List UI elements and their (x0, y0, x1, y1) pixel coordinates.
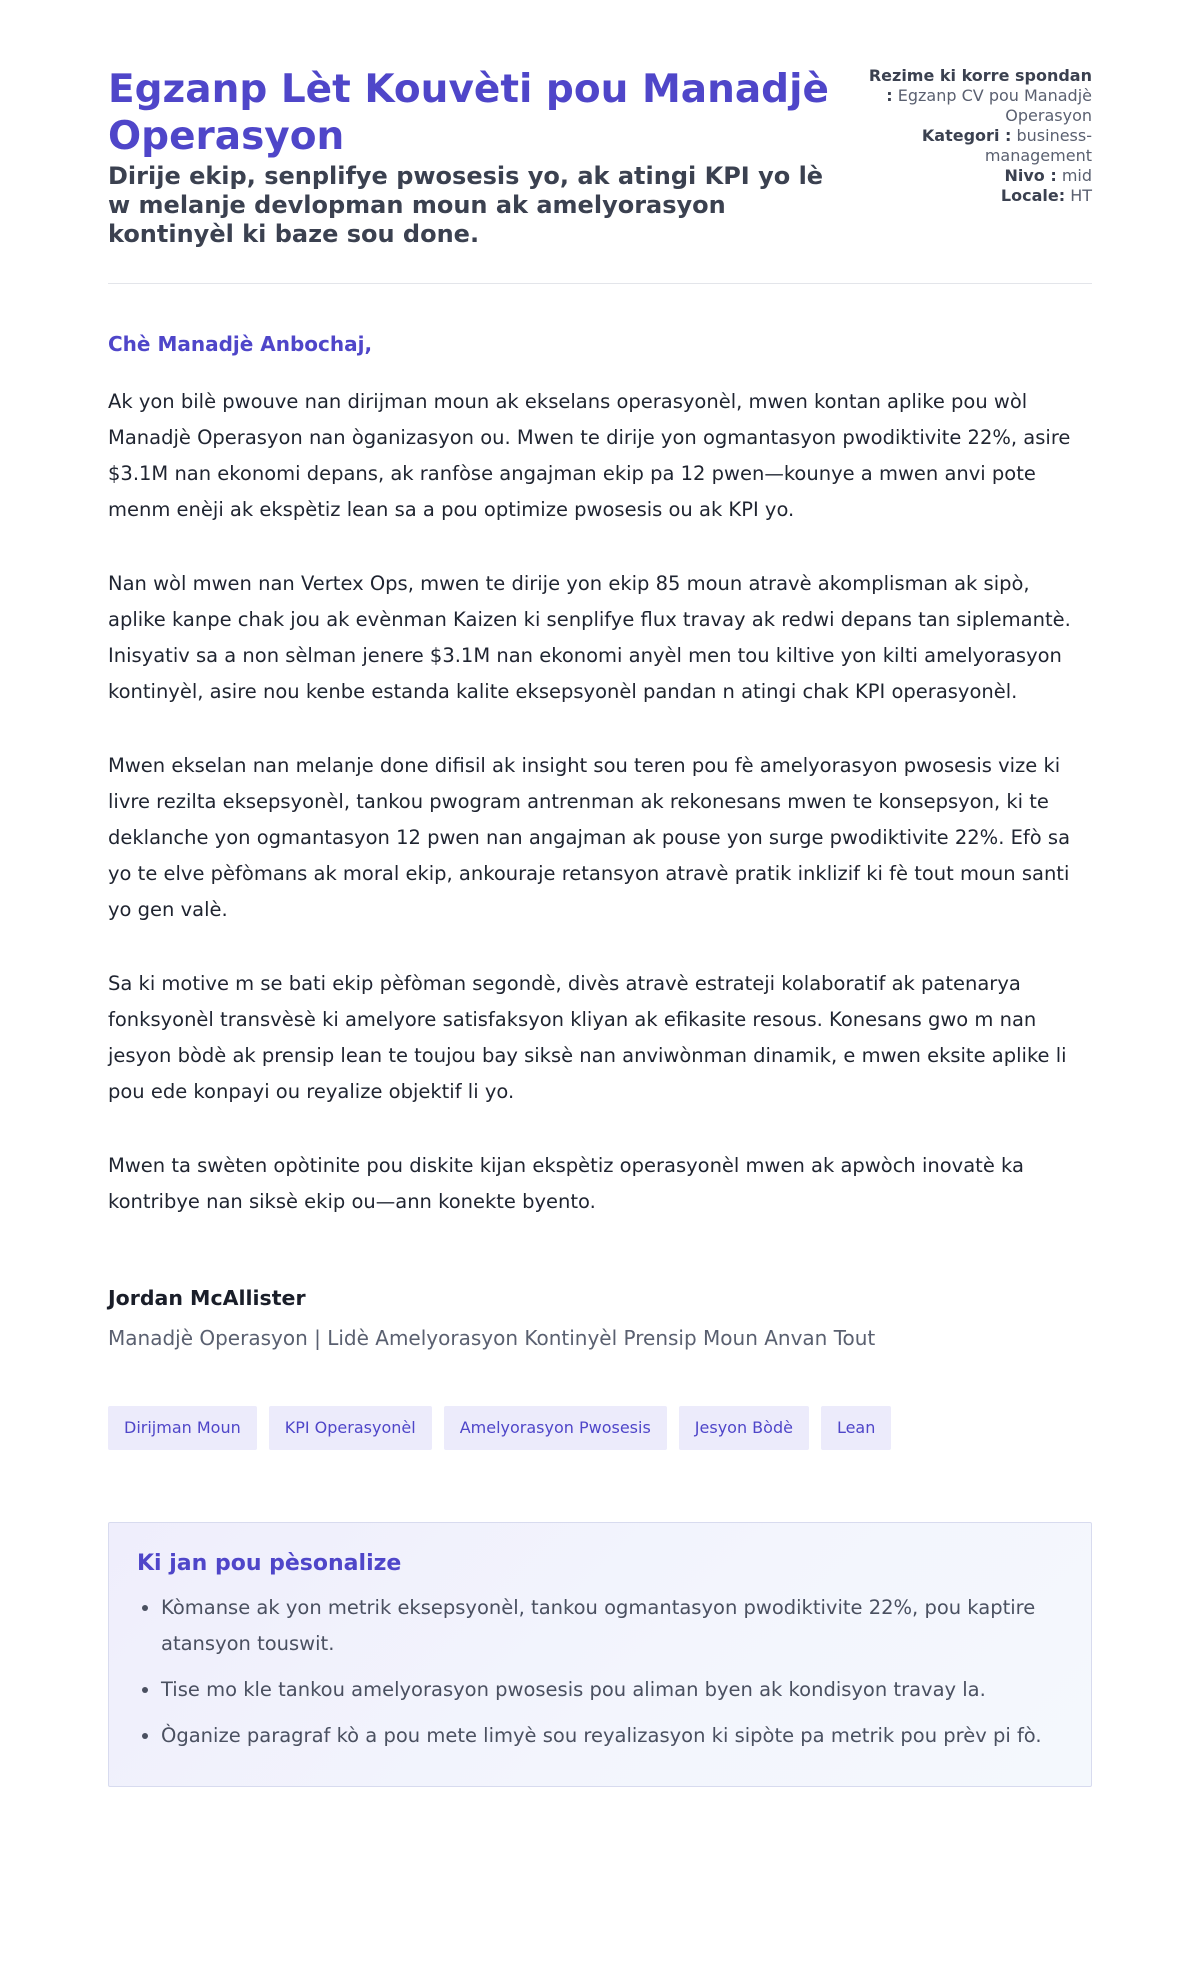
meta-locale-value: HT (1070, 186, 1092, 205)
letter-paragraph: Nan wòl mwen nan Vertex Ops, mwen te dirije yon ekip 85 moun atravè akomplisman ak sipò, aplike kanpe chak jou ak evènman Kaizen ki senplifye flux travay ak redwi depans tan siplemantè. Inisyativ sa a non sèlman jenere $3.1M nan ekonomi anyèl men tou kiltive yon kilti amelyorasyon kontinyèl, asire nou kenbe estanda kalite eksepsyonèl pandan n atingi chak KPI operasyonèl. (108, 572, 1071, 703)
tip-item: • Òganize paragraf kò a pou mete limyè sou reyalizasyon ki sipòte pa metrik pou prèv pi fò. (161, 1718, 1063, 1754)
meta-category-label: Kategori : (921, 126, 1012, 145)
meta-level-label: Nivo : (1004, 166, 1057, 185)
meta-summary-label: Rezime ki korre spondan : (868, 66, 1092, 105)
meta-summary-value: Egzanp CV pou Manadjè Operasyon (897, 86, 1092, 125)
tips-list (137, 1590, 1063, 1754)
keyword-tags (108, 1406, 1092, 1450)
meta-locale-label: Locale: (1000, 186, 1066, 205)
signature-name: Jordan McAllister (108, 1286, 306, 1310)
keyword-tag: Dirijman Moun (108, 1406, 257, 1450)
keyword-tag: KPI Operasyonèl (269, 1406, 432, 1450)
tips-title: Ki jan pou pèsonalize (137, 1551, 402, 1576)
metadata-panel (862, 66, 1092, 206)
letter-paragraph: Mwen ta swèten opòtinite pou diskite kijan ekspètiz operasyonèl mwen ak apwòch inovatè ka kontribye nan siksè ekip ou—ann konekte byento. (108, 1154, 1024, 1213)
meta-category-value: business-management (984, 126, 1092, 165)
keyword-tag: Amelyorasyon Pwosesis (444, 1406, 667, 1450)
page-header (108, 66, 1092, 284)
tip-item: • Kòmanse ak yon metrik eksepsyonèl, tankou ogmantasyon pwodiktivite 22%, pou kaptire atansyon touswit. (161, 1590, 1063, 1662)
keyword-tag: Jesyon Bòdè (679, 1406, 809, 1450)
tip-item: • Tise mo kle tankou amelyorasyon pwosesis pou aliman byen ak kondisyon travay la. (161, 1672, 1063, 1708)
keyword-tag: Lean (821, 1406, 891, 1450)
page-title: Egzanp Lèt Kouvèti pou Manadjè Operasyon (108, 67, 829, 159)
letter-paragraph: Mwen ekselan nan melanje done difisil ak insight sou teren pou fè amelyorasyon pwosesis vize ki livre rezilta eksepsyonèl, tankou pwogram antrenman ak rekonesans mwen te konsepsyon, ki te deklanche yon ogmantasyon 12 pwen nan angajman ak pouse yon surge pwodiktivite 22%. Efò sa yo te elve pèfòmans ak moral ekip, ankouraje retansyon atravè pratik inklizif ki fè tout moun santi yo gen valè. (108, 754, 1071, 921)
customization-tips-box (108, 1522, 1092, 1787)
meta-level (862, 166, 1092, 186)
meta-summary (862, 66, 1092, 126)
meta-category (862, 126, 1092, 166)
header-left (108, 66, 848, 249)
meta-level-value: mid (1061, 166, 1092, 185)
letter-paragraph: Ak yon bilè pwouve nan dirijman moun ak ekselans operasyonèl, mwen kontan aplike pou wòl Manadjè Operasyon nan òganizasyon ou. Mwen te dirije yon ogmantasyon pwodiktivite 22%, asire $3.1M nan ekonomi depans, ak ranfòse angajman ekip pa 12 pwen—kounye a mwen anvi pote menm enèji ak ekspètiz lean sa a pou optimize pwosesis ou ak KPI yo. (108, 390, 1071, 521)
letter-paragraph: Sa ki motive m se bati ekip pèfòman segondè, divès atravè estrateji kolaboratif ak patenarya fonksyonèl transvèsè ki amelyore satisfaksyon kliyan ak efikasite resous. Konesans gwo m nan jesyon bòdè ak prensip lean te toujou bay siksè nan anviwònman dinamik, e mwen eksite aplike li pou ede konpayi ou reyalize objektif li yo. (108, 972, 1067, 1103)
signature-role: Manadjè Operasyon | Lidè Amelyorasyon Kontinyèl Prensip Moun Anvan Tout (108, 1326, 876, 1350)
meta-locale (862, 186, 1092, 206)
page-subtitle: Dirije ekip, senplifye pwosesis yo, ak atingi KPI yo lè w melanje devlopman moun ak amelyorasyon kontinyèl ki baze sou done. (108, 162, 824, 248)
letter-greeting: Chè Manadjè Anbochaj, (108, 332, 373, 356)
